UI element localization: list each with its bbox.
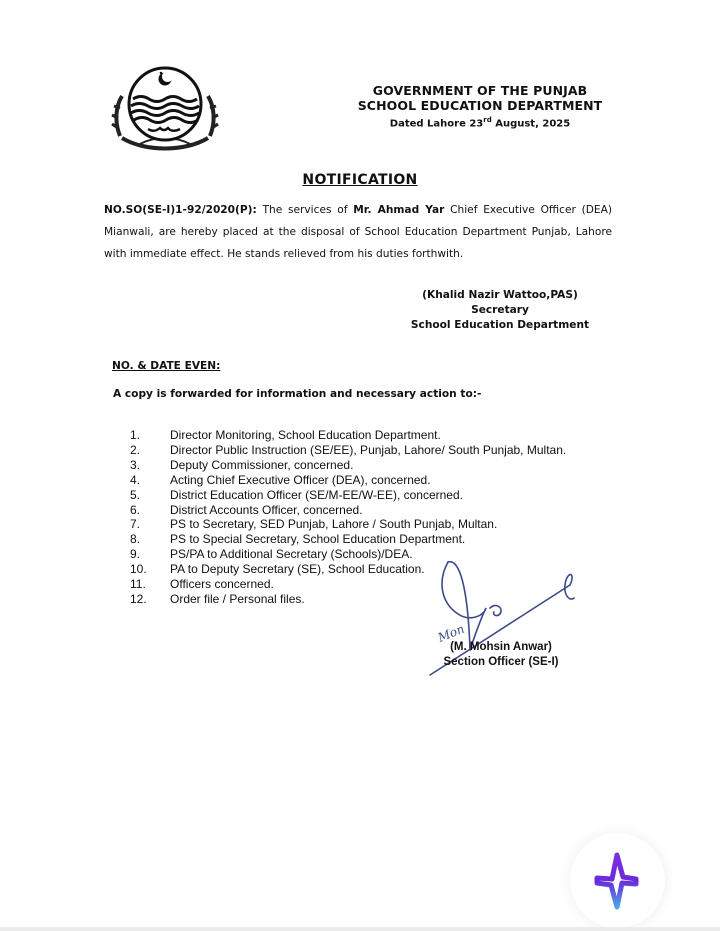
list-item: 3. Deputy Commissioner, concerned. [130, 457, 354, 472]
secretary-designation: Secretary [471, 304, 529, 316]
list-item: 9. PS/PA to Additional Secretary (Schools)/DEA. [130, 547, 413, 562]
assistant-fab-button[interactable] [570, 833, 665, 928]
section-officer-designation: Section Officer (SE-I) [443, 656, 559, 668]
sparkle-star-icon [592, 851, 642, 911]
forwarded-line: A copy is forwarded for information and necessary action to:- [113, 388, 482, 400]
list-item: 12. Order file / Personal files. [130, 591, 305, 606]
bottom-edge [0, 927, 720, 931]
government-title: GOVERNMENT OF THE PUNJAB [372, 83, 588, 98]
list-item: 10. PA to Deputy Secretary (SE), School Education. [130, 562, 425, 577]
list-item: 7. PS to Secretary, SED Punjab, Lahore / South Punjab, Multan. [130, 517, 498, 532]
section-officer-block [426, 640, 576, 670]
list-item: 5. District Education Officer (SE/M-EE/W-EE), concerned. [130, 487, 463, 502]
secretary-name: (Khalid Nazir Wattoo,PAS) [422, 289, 578, 301]
section-officer-name: (M. Mohsin Anwar) [450, 641, 552, 653]
notification-body: NO.SO(SE-I)1-92/2020(P): The services of Mr. Ahmad Yar Chief Executive Officer (DEA) Mianwali, are hereby placed at the disposal of School Education Department Punjab, Lahore with immediate effect. He stands relieved from his duties forthwith. [104, 204, 612, 260]
officer-name: Mr. Ahmad Yar [353, 204, 445, 216]
reference-number: NO.SO(SE-I)1-92/2020(P): [104, 204, 257, 216]
list-item: 1. Director Monitoring, School Education Department. [130, 428, 441, 442]
secretary-department: School Education Department [410, 319, 590, 331]
list-item: 4. Acting Chief Executive Officer (DEA), concerned. [130, 472, 431, 487]
no-date-even: NO. & DATE EVEN: [112, 360, 221, 372]
department-title: SCHOOL EDUCATION DEPARTMENT [357, 98, 603, 113]
list-item: 11. Officers concerned. [130, 577, 274, 592]
list-item: 8. PS to Special Secretary, School Education Department. [130, 532, 466, 547]
list-item: 6. District Accounts Officer, concerned. [130, 502, 363, 517]
secretary-signature-block [400, 288, 600, 333]
punjab-emblem-icon [110, 66, 220, 152]
letterhead [340, 83, 620, 131]
notification-heading: NOTIFICATION [302, 172, 418, 188]
svg-text:Mon: Mon [435, 621, 467, 645]
issue-date: Dated Lahore 23rd August, 2025 [389, 116, 571, 130]
list-item: 2. Director Public Instruction (SE/EE), Punjab, Lahore/ South Punjab, Multan. [130, 442, 567, 457]
